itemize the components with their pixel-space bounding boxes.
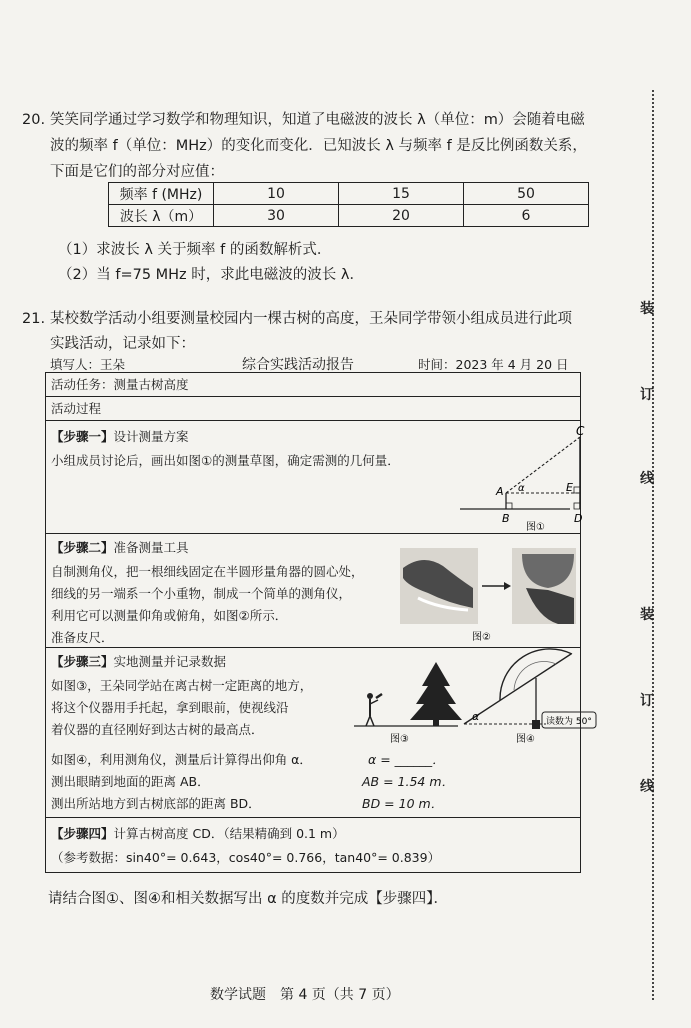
step2-section — [46, 534, 580, 648]
q21-number: 21. — [22, 311, 46, 327]
q20-sub2: （2）当 f=75 MHz 时，求此电磁波的波长 λ． — [58, 267, 364, 283]
step2-line1: 自制测角仪，把一根细线固定在半圆形量角器的圆心处， — [51, 564, 364, 579]
binding-char: 线 — [640, 471, 654, 487]
step3-title-text: 实地测量并记录数据 — [113, 654, 227, 669]
step3-title: 【步骤三】 — [51, 654, 114, 669]
step3-line6: 测出所站地方到古树底部的距离 BD． — [51, 796, 261, 811]
table-cell: 30 — [214, 205, 339, 227]
binding-char: 订 — [640, 693, 654, 709]
point-b-label: B — [502, 512, 510, 525]
step3-line4: 如图④，利用测角仪，测量后计算得出仰角 α． — [51, 752, 312, 767]
step3-line5: 测出眼睛到地面的距离 AB． — [51, 774, 210, 789]
step1-title-text: 设计测量方案 — [113, 429, 189, 444]
point-d-label: D — [574, 512, 583, 525]
step1-title: 【步骤一】 — [51, 429, 114, 444]
alpha-value: α = ______． — [368, 752, 445, 767]
step2-line4: 准备皮尺． — [51, 630, 114, 645]
step1-section — [46, 421, 585, 534]
activity-process: 活动过程 — [46, 397, 580, 421]
step4-title-text: 计算古树高度 CD．（结果精确到 0.1 m） — [113, 826, 345, 841]
activity-task: 活动任务：测量古树高度 — [46, 373, 580, 397]
value-table — [108, 182, 589, 227]
binding-dotted-line — [652, 90, 654, 1000]
q20-sub1: （1）求波长 λ 关于频率 f 的函数解析式． — [58, 242, 332, 258]
point-a-label: A — [496, 485, 504, 498]
ab-value: AB = 1.54 m． — [362, 774, 455, 789]
figure-2-photo — [398, 548, 578, 643]
alpha-label: α — [518, 483, 525, 494]
step4-title: 【步骤四】 — [51, 826, 114, 841]
step3-line3: 着仪器的直径刚好到达古树的最高点． — [51, 722, 264, 737]
figure-4-caption: 图④ — [516, 734, 535, 745]
table-cell: 15 — [339, 183, 464, 205]
step2-title: 【步骤二】 — [51, 540, 114, 555]
step4-section — [46, 818, 580, 872]
step3-line1: 如图③，王朵同学站在离古树一定距离的地方， — [51, 678, 313, 693]
point-e-label: E — [566, 481, 573, 494]
table-cell: 10 — [214, 183, 339, 205]
binding-char: 线 — [640, 779, 654, 795]
protractor-reading: 读数为 50° — [546, 717, 592, 727]
report-title: 综合实践活动报告 — [242, 357, 354, 373]
figure-1-caption: 图① — [526, 522, 545, 533]
step2-title-text: 准备测量工具 — [113, 540, 189, 555]
figure-1-diagram — [440, 423, 585, 533]
table-row-label: 频率 f (MHz) — [109, 183, 214, 205]
point-c-label: C — [576, 424, 585, 438]
figure-2-caption: 图② — [472, 632, 491, 643]
step2-line2: 细线的另一端系一个小重物，制成一个简单的测角仪， — [51, 586, 352, 601]
q21-final-instruction: 请结合图①、图④和相关数据写出 α 的度数并完成【步骤四】． — [48, 891, 449, 907]
step1-text: 小组成员讨论后，画出如图①的测量草图，确定需测的几何量． — [51, 453, 400, 468]
q20-line2: 波的频率 f（单位：MHz）的变化而变化．已知波长 λ 与频率 f 是反比例函数关系， — [50, 138, 587, 154]
table-cell: 50 — [464, 183, 589, 205]
report-filler: 填写人：王朵 — [50, 357, 126, 372]
q21-line2: 实践活动，记录如下： — [50, 336, 195, 352]
table-cell: 20 — [339, 205, 464, 227]
binding-char: 装 — [640, 301, 654, 317]
q20-number: 20. — [22, 112, 46, 128]
step3-section — [46, 648, 592, 818]
step4-reference: （参考数据：sin40°= 0.643，cos40°= 0.766，tan40°= 0.839） — [51, 850, 441, 865]
alpha-label-fig4: α — [472, 710, 480, 723]
table-row-label: 波长 λ（m） — [109, 205, 214, 227]
report-date: 时间：2023 年 4 月 20 日 — [418, 357, 569, 372]
activity-report — [45, 372, 592, 873]
bd-value: BD = 10 m． — [362, 796, 444, 811]
page-footer: 数学试题 第 4 页（共 7 页） — [210, 987, 400, 1003]
binding-char: 装 — [640, 607, 654, 623]
q20-line3: 下面是它们的部分对应值： — [50, 164, 224, 180]
binding-char: 订 — [640, 387, 654, 403]
table-cell: 6 — [464, 205, 589, 227]
step3-line2: 将这个仪器用手托起，拿到眼前，使视线沿 — [51, 700, 289, 715]
q20-line1: 笑笑同学通过学习数学和物理知识，知道了电磁波的波长 λ（单位：m）会随着电磁 — [50, 112, 585, 128]
step2-line3: 利用它可以测量仰角或俯角，如图②所示． — [51, 608, 288, 623]
figure-3-4-diagrams — [346, 650, 592, 748]
q21-line1: 某校数学活动小组要测量校园内一棵古树的高度，王朵同学带领小组成员进行此项 — [50, 311, 572, 327]
figure-3-caption: 图③ — [390, 734, 409, 745]
